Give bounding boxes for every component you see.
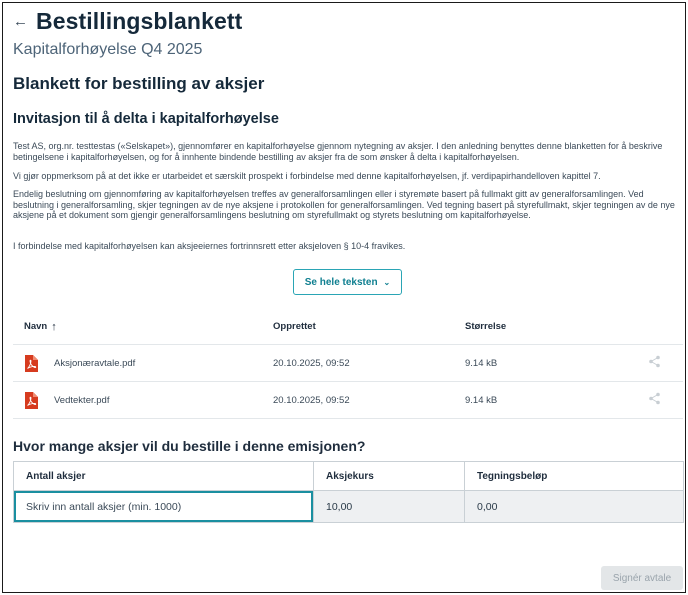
file-created: 20.10.2025, 09:52 bbox=[273, 394, 350, 406]
arrow-up-icon: ↑ bbox=[51, 320, 57, 333]
pdf-icon bbox=[24, 392, 38, 409]
invitation-paragraph: I forbindelse med kapitalforhøyelsen kan aksjeeiernes fortrinnsrett etter aksjeloven § 10-4 fravikes. bbox=[13, 241, 406, 251]
show-full-text-label: Se hele teksten bbox=[304, 276, 378, 288]
sign-agreement-button[interactable]: Signér avtale bbox=[601, 566, 683, 590]
amount-column-header: Tegningsbeløp bbox=[477, 470, 548, 482]
page-subtitle: Kapitalforhøyelse Q4 2025 bbox=[13, 41, 203, 58]
file-size: 9.14 kB bbox=[465, 357, 498, 369]
invitation-paragraph: Vi gjør oppmerksom på at det ikke er utarbeidet et særskilt prospekt i forbindelse med denne kapitalforhøyelsen, jf. verdipapirhandelloven kapittel 7. bbox=[13, 171, 601, 181]
attachments-header bbox=[13, 309, 683, 345]
page-title: Bestillingsblankett bbox=[36, 8, 243, 34]
share-icon[interactable] bbox=[648, 355, 661, 371]
back-arrow-icon[interactable]: ← bbox=[13, 12, 28, 30]
quantity-column-header: Antall aksjer bbox=[14, 462, 314, 490]
share-quantity-input[interactable] bbox=[14, 491, 313, 522]
file-link[interactable]: Vedtekter.pdf bbox=[54, 394, 110, 406]
file-size: 9.14 kB bbox=[465, 394, 498, 406]
share-price-value: 10,00 bbox=[314, 491, 465, 522]
order-table-header bbox=[14, 462, 683, 491]
invitation-paragraph: Test AS, org.nr. testtestas («Selskapet»), gjennomfører en kapitalforhøyelse gjennom nytegning av aksjer. I den anledning benyttes denne blanketten for å beskrive betingelsene i kapitalforhøyelsen, og for å innhente bindende bestilling av aksjer fra de som ønsker å delta i kapitalforhøyelsen. bbox=[13, 141, 663, 162]
column-name-header[interactable] bbox=[13, 321, 273, 333]
file-link[interactable]: Aksjonæravtale.pdf bbox=[54, 357, 136, 369]
page-header bbox=[13, 8, 242, 35]
pdf-icon bbox=[24, 355, 38, 372]
order-question: Hvor mange aksjer vil du bestille i denne emisjonen? bbox=[13, 438, 366, 454]
table-row bbox=[13, 382, 683, 419]
share-icon[interactable] bbox=[648, 392, 661, 408]
order-table-row bbox=[14, 491, 683, 522]
column-size-header: Størrelse bbox=[465, 321, 507, 332]
column-name-label: Navn bbox=[24, 321, 48, 332]
order-form-window bbox=[2, 2, 686, 593]
form-title: Blankett for bestilling av aksjer bbox=[13, 74, 265, 93]
file-created: 20.10.2025, 09:52 bbox=[273, 357, 350, 369]
column-created-header: Opprettet bbox=[273, 321, 316, 332]
subscription-amount-value: 0,00 bbox=[477, 500, 498, 513]
invitation-paragraph: Endelig beslutning om gjennomføring av kapitalforhøyelsen treffes av generalforsamlingen eller i styremøte basert på fullmakt gitt av generalforsamlingen. Ved beslutning i generalforsamling, skjer tegningen av de nye aksjene i protokollen for generalforsamlingen. Ved tegning basert på styrefullmakt, skjer tegningen av de nye aksjene på et dokument som gjengir generalforsamlingens beslutning om styrefullmakt og styrets beslutning om kapitalforhøyelse. bbox=[13, 189, 675, 221]
price-column-header: Aksjekurs bbox=[314, 462, 465, 490]
chevron-down-icon: ⌄ bbox=[383, 277, 391, 287]
table-row bbox=[13, 345, 683, 382]
invitation-title: Invitasjon til å delta i kapitalforhøyelse bbox=[13, 111, 279, 127]
attachments-table bbox=[13, 309, 683, 419]
show-full-text-button[interactable] bbox=[293, 269, 402, 295]
order-table bbox=[13, 461, 684, 523]
